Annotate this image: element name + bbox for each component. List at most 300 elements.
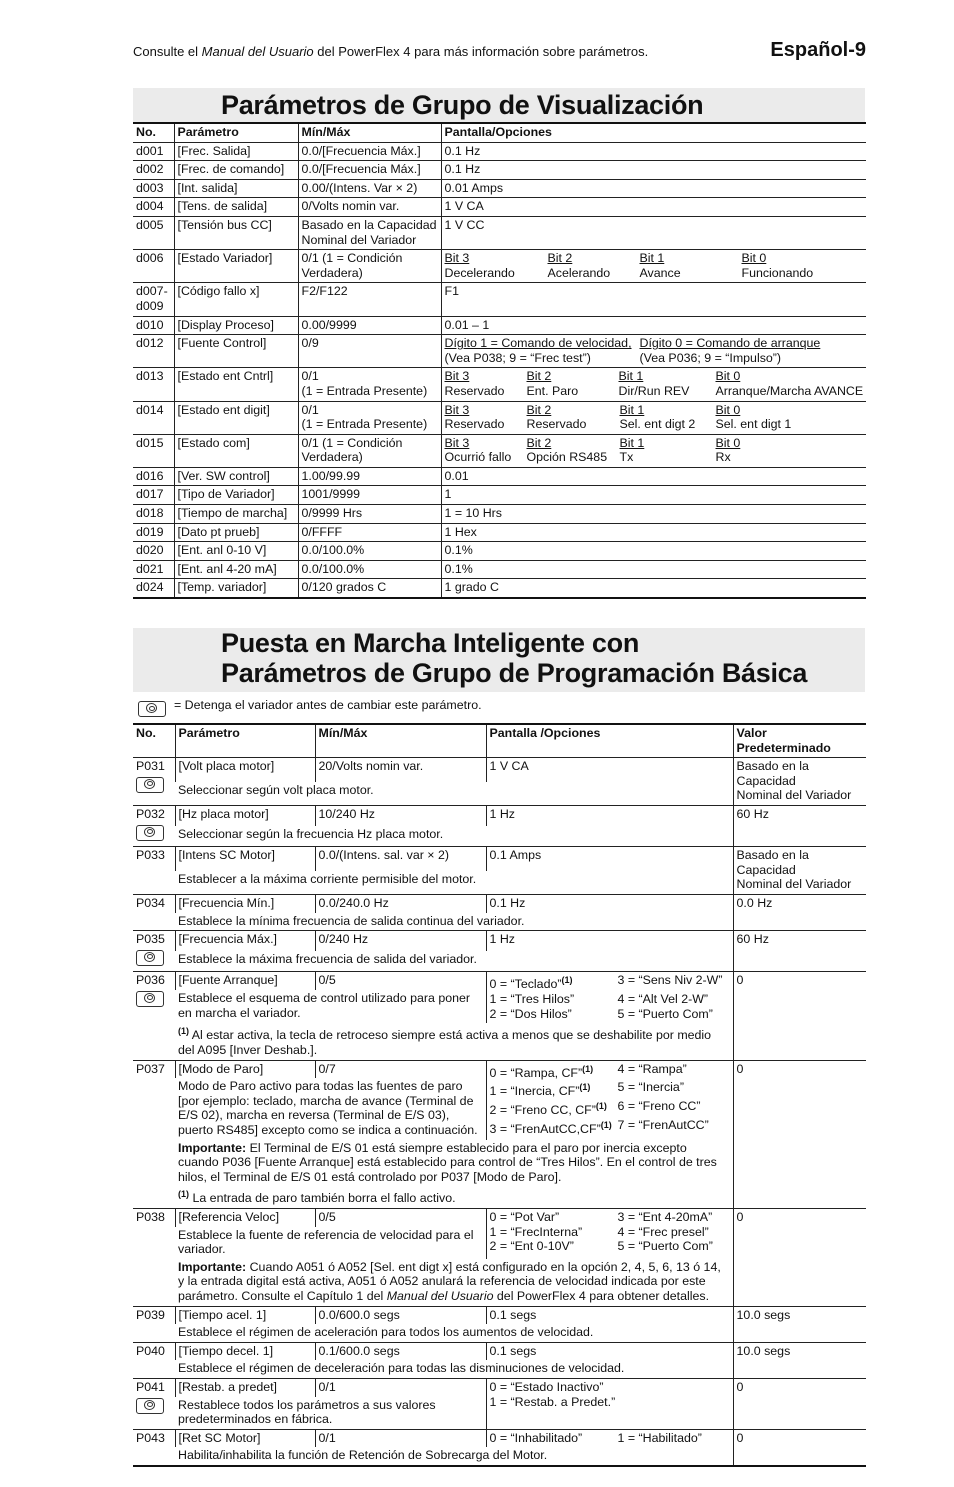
table-row (133, 847, 866, 871)
footnote-mark: (1) (561, 975, 573, 986)
param-default: 0 (733, 1429, 866, 1466)
param-no-text: P035 (136, 932, 165, 947)
table-row (133, 542, 866, 561)
param-no: d016 (133, 467, 174, 486)
param-no (133, 283, 174, 316)
section1-title: Parámetros de Grupo de Visualización (221, 90, 704, 120)
basic-program-table (133, 723, 866, 1467)
bit-cell (445, 403, 527, 432)
minmax-line: 0/1 (301, 369, 319, 384)
param-minmax: 0.0/600.0 segs (315, 1306, 486, 1324)
bit-label: Bit 0 (741, 251, 767, 266)
default-line: Nominal del Variador (736, 877, 852, 892)
footnote (175, 1186, 733, 1208)
bit-cell (445, 251, 548, 280)
table-row (133, 368, 866, 401)
bit-value: Opción RS485 (526, 450, 608, 465)
minmax-line: 0/1 (301, 402, 319, 417)
legend-text: = Detenga el variador antes de cambiar este parámetro. (174, 698, 482, 712)
param-no: d018 (133, 505, 174, 524)
table-row (133, 283, 866, 316)
param-default: 0 (733, 972, 866, 1060)
param-no: d001 (133, 142, 174, 161)
bit-value: Acelerando (547, 265, 611, 280)
param-display: 1 V CA (486, 758, 733, 782)
table-row (133, 758, 866, 782)
param-minmax: 0/Volts nomin var. (298, 198, 441, 217)
param-name: [Hz placa motor] (175, 805, 315, 826)
table-row (133, 1429, 866, 1447)
option-text: 1 = “Inercia, CF” (489, 1084, 580, 1099)
table-row (133, 972, 866, 990)
bit-cell (620, 403, 716, 432)
param-description: Establece el régimen de aceleración para todos los aumentos de velocidad. (178, 1325, 594, 1340)
param-name: [Ver. SW control] (174, 467, 298, 486)
bit-value: Arranque/Marcha AVANCE (715, 383, 864, 398)
param-no (133, 1378, 175, 1429)
param-default: 0 (733, 1378, 866, 1429)
param-name: [Estado Variador] (174, 250, 298, 283)
param-no: P043 (133, 1429, 175, 1466)
minmax-line: (1 = Entrada Presente) (301, 417, 428, 432)
param-minmax: 0/FFFF (298, 523, 441, 542)
table-row (133, 894, 866, 912)
option: 2 = “Dos Hilos” (489, 1006, 572, 1021)
digit-note: (Vea P036; 9 = “Impulso”) (639, 350, 782, 365)
param-no-text: P036 (136, 973, 165, 988)
param-no-text: P041 (136, 1379, 165, 1394)
param-description: Establece la máxima frecuencia de salida del variador. (178, 952, 477, 967)
bit-cell (640, 251, 742, 280)
param-display: 0.1% (441, 542, 866, 561)
table-row (133, 198, 866, 217)
table-row (133, 434, 866, 467)
param-display: 0.01 Amps (441, 179, 866, 198)
stop-drive-icon (138, 701, 166, 717)
param-no: d019 (133, 523, 174, 542)
param-no (133, 972, 175, 1060)
table-row (133, 1060, 866, 1078)
param-no (133, 758, 175, 806)
bit-value: Avance (639, 265, 681, 280)
table-row (133, 931, 866, 952)
param-display: 0.1 segs (486, 1306, 733, 1324)
param-no: d003 (133, 179, 174, 198)
bit-label: Bit 2 (526, 369, 552, 384)
table-row (133, 250, 866, 283)
important-label: Importante: (178, 1140, 247, 1155)
param-no-text: P031 (136, 759, 165, 774)
bit-value: Rx (715, 450, 731, 465)
param-description: Habilita/inhabilita la función de Retención de Sobrecarga del Motor. (175, 1447, 733, 1466)
param-display: 0.1% (441, 560, 866, 579)
col-header-param: Parámetro (175, 724, 315, 758)
param-default: 0 (733, 1209, 866, 1307)
param-minmax: 1.00/99.99 (298, 467, 441, 486)
param-minmax: 0.0/100.0% (298, 560, 441, 579)
bit-label: Bit 1 (618, 369, 644, 384)
param-no: P038 (133, 1209, 175, 1307)
bit-field (441, 368, 866, 401)
option-text: 3 = “FrenAutCC,CF” (489, 1121, 601, 1136)
param-no (133, 805, 175, 846)
table-row (133, 1378, 866, 1396)
param-no: d002 (133, 161, 174, 180)
param-minmax: 0/9 (298, 335, 441, 368)
param-description: Seleccionar según volt placa motor. (178, 782, 374, 797)
stop-drive-icon (136, 1398, 164, 1414)
bit-label: Bit 1 (619, 435, 645, 450)
option: 6 = “Freno CC” (617, 1098, 701, 1113)
option: 4 = “Rampa” (617, 1061, 687, 1076)
table-row (133, 1209, 866, 1227)
table-row (133, 505, 866, 524)
stop-drive-legend (138, 698, 482, 720)
bit-cell (445, 436, 527, 465)
bit-field (441, 401, 866, 434)
param-name: [Frec. de comando] (174, 161, 298, 180)
param-no: d010 (133, 316, 174, 335)
digit-label: Dígito 1 = Comando de velocidad, (444, 336, 632, 351)
param-name: [Estado ent Cntrl] (174, 368, 298, 401)
param-no: d005 (133, 216, 174, 249)
display-group-table (133, 122, 866, 599)
table-row (133, 316, 866, 335)
param-minmax: 0.00/9999 (298, 316, 441, 335)
param-name: [Intens SC Motor] (175, 847, 315, 871)
important-text: del PowerFlex 4 para obtener detalles. (493, 1288, 710, 1303)
bit-value: Sel. ent digt 1 (715, 417, 792, 432)
table-row (133, 560, 866, 579)
param-display: 1 grado C (441, 579, 866, 598)
param-minmax: 0.1/600.0 segs (315, 1342, 486, 1360)
table-row (133, 1306, 866, 1324)
param-minmax: 10/240 Hz (315, 805, 486, 826)
param-display: 1 Hex (441, 523, 866, 542)
default-line: Nominal del Variador (736, 788, 852, 803)
param-name: [Frecuencia Máx.] (175, 931, 315, 952)
bit-value: Funcionando (741, 265, 814, 280)
option: 3 = “Sens Niv 2-W” (617, 973, 723, 988)
stop-drive-icon (136, 950, 164, 966)
param-minmax: 0/1 (315, 1378, 486, 1396)
param-minmax: 0.0/100.0% (298, 542, 441, 561)
col-header-param: Parámetro (174, 123, 298, 142)
digit-field (441, 335, 866, 368)
param-default: 60 Hz (733, 931, 866, 972)
footnote-mark: (1) (579, 1082, 591, 1093)
page-number: Español-9 (770, 39, 866, 61)
bit-label: Bit 1 (619, 402, 645, 417)
param-display: 0.1 Amps (486, 847, 733, 871)
table-row (133, 523, 866, 542)
bit-value: Sel. ent digt 2 (619, 417, 696, 432)
table-row (133, 579, 866, 598)
stop-drive-icon (136, 777, 164, 793)
param-name: [Volt placa motor] (175, 758, 315, 782)
param-no-text: P032 (136, 806, 165, 821)
param-no: d006 (133, 250, 174, 283)
digit-cell (640, 336, 821, 365)
param-minmax: F2/F122 (298, 283, 441, 316)
param-minmax: 0.0/(Intens. sal. var × 2) (315, 847, 486, 871)
param-minmax: 0/240 Hz (315, 931, 486, 952)
option (490, 1118, 618, 1137)
footnote-text: Al estar activa, la tecla de retroceso siempre está activa a menos que se deshabilite por medio del A095 [Inver Deshab.]. (178, 1028, 712, 1057)
table-header-row (133, 123, 866, 142)
param-no: P039 (133, 1306, 175, 1342)
option: 5 = “Puerto Com” (617, 1006, 713, 1021)
footnote-text: La entrada de paro también borra el fallo activo. (192, 1191, 456, 1206)
bit-cell (716, 369, 864, 398)
section2-title-line2: Parámetros de Grupo de Programación Básica (221, 658, 808, 688)
footnote-mark: (1) (600, 1119, 612, 1130)
param-minmax (298, 434, 441, 467)
param-no: d024 (133, 579, 174, 598)
param-options (486, 1429, 733, 1447)
bit-label: Bit 1 (639, 251, 665, 266)
param-name: [Tiempo de marcha] (174, 505, 298, 524)
footnote-mark: (1) (595, 1100, 607, 1111)
param-no: P034 (133, 894, 175, 930)
col-header-minmax: Mín/Máx (315, 724, 486, 758)
page-header (133, 39, 866, 64)
param-name: [Tensión bus CC] (174, 216, 298, 249)
bit-cell (527, 403, 620, 432)
option-text: 0 = “Rampa, CF” (489, 1065, 583, 1080)
param-name: [Fuente Arranque] (175, 972, 315, 990)
table-row (133, 1342, 866, 1360)
param-display: 0.01 – 1 (441, 316, 866, 335)
param-default: 10.0 segs (733, 1306, 866, 1342)
param-minmax: 0/7 (315, 1060, 486, 1078)
param-minmax: 0.0/[Frecuencia Máx.] (298, 161, 441, 180)
param-minmax: 0/9999 Hrs (298, 505, 441, 524)
col-header-display: Pantalla/Opciones (441, 123, 866, 142)
bit-label: Bit 3 (444, 402, 470, 417)
option: 1 = “Tres Hilos” (489, 992, 575, 1007)
param-minmax (298, 216, 441, 249)
param-minmax: 0.0/240.0 Hz (315, 894, 486, 912)
table-row (133, 805, 866, 826)
param-name: [Display Proceso] (174, 316, 298, 335)
bit-label: Bit 3 (444, 251, 470, 266)
option-text: 0 = “Teclado” (489, 977, 562, 992)
bit-cell (620, 436, 716, 465)
table-row (133, 486, 866, 505)
bit-label: Bit 2 (526, 435, 552, 450)
param-no: d012 (133, 335, 174, 368)
col-header-no: No. (133, 123, 174, 142)
bit-label: Bit 0 (715, 402, 741, 417)
section1-title-band (133, 88, 865, 122)
param-display: 1 Hz (486, 931, 733, 952)
col-header-no: No. (133, 724, 175, 758)
option: 1 = “Habilitado” (617, 1430, 702, 1445)
param-no: P033 (133, 847, 175, 895)
param-no: P037 (133, 1060, 175, 1208)
important-note (175, 1259, 733, 1306)
param-minmax: 0/5 (315, 972, 486, 990)
param-name: [Ent. anl 0-10 V] (174, 542, 298, 561)
option (490, 1080, 618, 1099)
param-no: d004 (133, 198, 174, 217)
param-minmax: 0/120 grados C (298, 579, 441, 598)
param-display: 1 V CC (441, 216, 866, 249)
important-emphasis: Manual del Usuario (386, 1288, 494, 1303)
bit-label: Bit 3 (444, 369, 470, 384)
param-display: 1 (441, 486, 866, 505)
minmax-line: Nominal del Variador (301, 232, 417, 247)
table-row (133, 401, 866, 434)
param-minmax (298, 368, 441, 401)
option: 4 = “Alt Vel 2-W” (617, 992, 709, 1007)
param-name: [Tens. de salida] (174, 198, 298, 217)
param-no: d020 (133, 542, 174, 561)
param-display: 0.1 segs (486, 1342, 733, 1360)
option: 1 = “Restab. a Predet.” (489, 1394, 616, 1409)
minmax-line: Basado en la Capacidad (301, 217, 437, 232)
param-name: [Frec. Salida] (174, 142, 298, 161)
param-name: [Tiempo acel. 1] (175, 1306, 315, 1324)
col-header-minmax: Mín/Máx (298, 123, 441, 142)
important-text: Cuando A051 ó A052 [Sel. ent digt x] está configurado en la opción 2, 4, 5, 6, 13 ó 14, y la entrada digital está activa, A051 ó A052 anulará la referencia de velocidad indicada por este parámetro. Consulte el Capítulo 1 del (178, 1259, 721, 1303)
bit-cell (527, 369, 619, 398)
param-name: [Referencia Veloc] (175, 1209, 315, 1227)
param-options (486, 1209, 733, 1259)
param-description: Establece el régimen de deceleración para todas las disminuciones de velocidad. (178, 1361, 625, 1376)
table-row (133, 467, 866, 486)
param-no: d015 (133, 434, 174, 467)
param-no: d021 (133, 560, 174, 579)
param-default: 0 (733, 1060, 866, 1208)
section2-title-line1: Puesta en Marcha Inteligente con (221, 628, 640, 658)
param-name: [Int. salida] (174, 179, 298, 198)
option (490, 1062, 618, 1081)
param-minmax: 1001/9999 (298, 486, 441, 505)
section2-title-band (133, 628, 865, 692)
table-row (133, 142, 866, 161)
footnote (175, 1023, 733, 1060)
digit-note: (Vea P038; 9 = “Frec test”) (444, 350, 591, 365)
param-name: [Estado com] (174, 434, 298, 467)
digit-cell (445, 336, 640, 365)
option-text: 2 = “Freno CC, CF” (489, 1103, 596, 1118)
table-header-row (133, 724, 866, 758)
param-name: [Tiempo decel. 1] (175, 1342, 315, 1360)
param-description: Seleccionar según la frecuencia Hz placa motor. (178, 827, 444, 842)
footnote-mark: (1) (178, 1189, 189, 1200)
param-options (486, 972, 733, 1023)
param-default (733, 847, 866, 895)
param-display: 0.01 (441, 467, 866, 486)
bit-value: Ent. Paro (526, 383, 579, 398)
param-minmax: 0/1 (315, 1429, 486, 1447)
footnote-mark: (1) (178, 1026, 189, 1037)
param-description: Establece la mínima frecuencia de salida continua del variador. (178, 913, 525, 928)
bit-field (441, 434, 866, 467)
param-minmax (298, 250, 441, 283)
bit-value: Reservado (526, 417, 587, 432)
table-row (133, 216, 866, 249)
col-header-display: Pantalla /Opciones (486, 724, 733, 758)
param-display: 1 = 10 Hrs (441, 505, 866, 524)
param-no: d017 (133, 486, 174, 505)
param-name: [Fuente Control] (174, 335, 298, 368)
minmax-line: Verdadera) (301, 265, 363, 280)
param-description: Establece el esquema de control utilizado para poner en marcha el variador. (178, 991, 471, 1020)
important-note (175, 1140, 733, 1187)
option: 5 = “Puerto Com” (617, 1239, 713, 1254)
option: 7 = “FrenAutCC” (617, 1117, 709, 1132)
table-row (133, 179, 866, 198)
minmax-line: 0/1 (1 = Condición (301, 435, 403, 450)
param-description: Establece la fuente de referencia de velocidad para el variador. (178, 1227, 474, 1257)
default-line: Basado en la Capacidad (736, 848, 809, 877)
stop-drive-icon (136, 991, 164, 1007)
param-no: d013 (133, 368, 174, 401)
param-no: d014 (133, 401, 174, 434)
table-row (133, 161, 866, 180)
important-text: El Terminal de E/S 01 está siempre establecido para el paro por inercia excepto cuando P036 [Fuente Arranque] está establecido para control de “Tres Hilos”. En el control de tres hilos, el Terminal de E/S 01 está controlado por P037 [Modo de Paro]. (178, 1140, 717, 1184)
param-display: 1 V CA (441, 198, 866, 217)
bit-label: Bit 2 (547, 251, 573, 266)
param-no-line: d009 (136, 298, 164, 313)
bit-label: Bit 2 (526, 402, 552, 417)
option: 5 = “Inercia” (617, 1080, 684, 1095)
param-name: [Modo de Paro] (175, 1060, 315, 1078)
param-no-line: d007- (136, 284, 168, 299)
bit-cell (742, 251, 814, 280)
param-name: [Dato pt prueb] (174, 523, 298, 542)
param-default: 60 Hz (733, 805, 866, 846)
important-label: Importante: (178, 1259, 247, 1274)
stop-drive-icon (136, 825, 164, 841)
param-minmax: 0/5 (315, 1209, 486, 1227)
param-minmax: 0.00/(Intens. Var × 2) (298, 179, 441, 198)
param-default (733, 758, 866, 806)
option: 4 = “Frec presel” (617, 1224, 709, 1239)
param-name: [Código fallo x] (174, 283, 298, 316)
option (490, 1099, 618, 1118)
bit-label: Bit 0 (715, 435, 741, 450)
option: 0 = “Inhabilitado” (489, 1430, 583, 1445)
param-minmax (298, 401, 441, 434)
bit-cell (716, 403, 792, 432)
bit-cell (619, 369, 716, 398)
param-no (133, 931, 175, 972)
param-options (486, 1378, 733, 1429)
param-display: 0.1 Hz (486, 894, 733, 912)
bit-value: Decelerando (444, 265, 515, 280)
bit-label: Bit 0 (715, 369, 741, 384)
default-line: Basado en la Capacidad (736, 759, 809, 788)
param-description: Establecer a la máxima corriente permisible del motor. (178, 871, 477, 886)
bit-cell (548, 251, 640, 280)
param-no: P040 (133, 1342, 175, 1378)
param-name: [Temp. variador] (174, 579, 298, 598)
footnote-mark: (1) (582, 1063, 594, 1074)
param-display: 0.1 Hz (441, 161, 866, 180)
param-name: [Estado ent digit] (174, 401, 298, 434)
minmax-line: (1 = Entrada Presente) (301, 383, 428, 398)
param-display: 1 Hz (486, 805, 733, 826)
option (490, 973, 618, 992)
param-name: [Restab. a predet] (175, 1378, 315, 1396)
bit-cell (716, 436, 741, 465)
minmax-line: Verdadera) (301, 450, 363, 465)
bit-value: Reservado (444, 417, 505, 432)
